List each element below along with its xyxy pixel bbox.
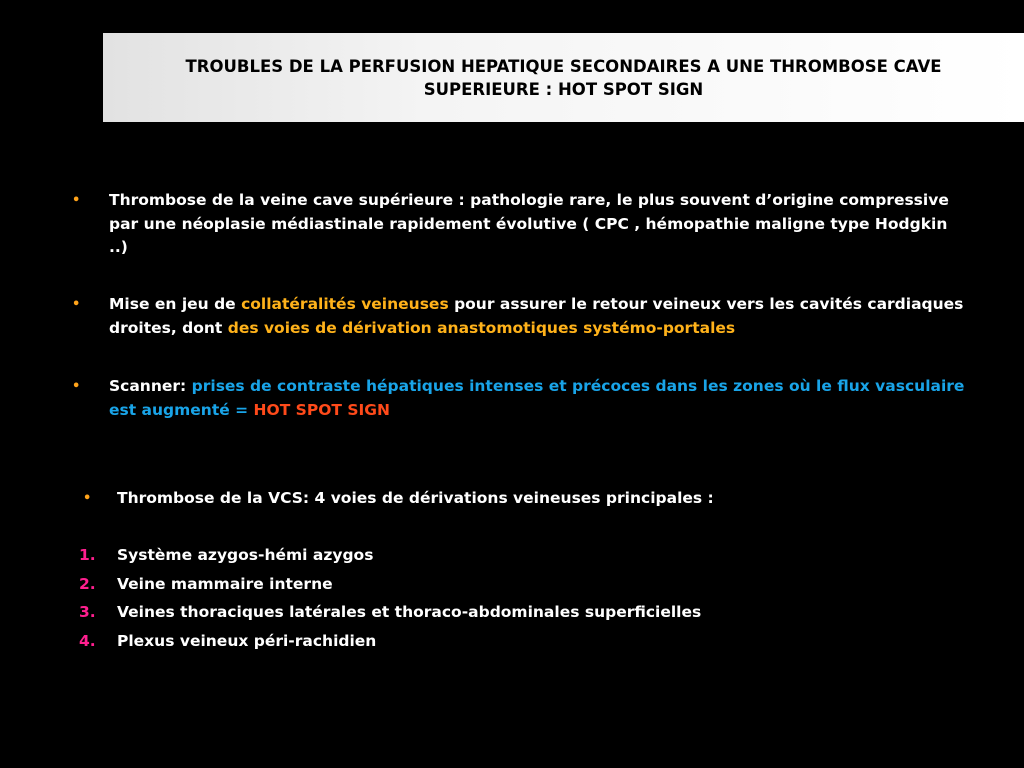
- bullet-dot-icon: •: [83, 491, 92, 506]
- list-number: 3.: [79, 603, 96, 621]
- bullet-text: pour assurer le retour veineux vers les cavités cardiaques droites, dont: [109, 295, 964, 337]
- highlight-hot-spot-sign: HOT SPOT SIGN: [253, 400, 390, 419]
- slide-title-banner: [103, 33, 1024, 122]
- bullet-dot-icon: •: [72, 193, 81, 208]
- bullet-text: Scanner:: [109, 377, 192, 395]
- bullet-text: Thrombose de la veine cave supérieure : pathologie rare, le plus souvent d’origine compressive par une néoplasie médiastinale rapidement évolutive ( CPC , hémopathie maligne type Hodgkin ..): [109, 191, 949, 256]
- bullet-item: [72, 189, 969, 260]
- list-item-label: Système azygos-hémi azygos: [117, 546, 374, 564]
- slide-title: TROUBLES DE LA PERFUSION HEPATIQUE SECONDAIRES A UNE THROMBOSE CAVE SUPERIEURE : HOT SPOT SIGN: [185, 56, 942, 99]
- highlight-voies-derivation: des voies de dérivation anastomotiques systémo-portales: [227, 318, 736, 337]
- list-item: [79, 544, 374, 567]
- list-number: 2.: [79, 575, 96, 593]
- vcs-heading-text: Thrombose de la VCS: 4 voies de dérivations veineuses principales :: [117, 489, 714, 507]
- bullet-dot-icon: •: [72, 379, 81, 394]
- list-item: [79, 573, 333, 596]
- list-item-label: Veines thoraciques latérales et thoraco-abdominales superficielles: [117, 603, 702, 621]
- list-number: 1.: [79, 546, 96, 564]
- bullet-item: [72, 375, 969, 422]
- vcs-section-heading: [83, 487, 714, 510]
- list-item-label: Veine mammaire interne: [117, 575, 333, 593]
- highlight-scanner-finding: prises de contraste hépatiques intenses et précoces dans les zones où le flux vasculaire est augmenté =: [109, 377, 965, 419]
- list-item-label: Plexus veineux péri-rachidien: [117, 632, 377, 650]
- list-number: 4.: [79, 632, 96, 650]
- bullet-text: Mise en jeu de: [109, 295, 242, 313]
- list-item: [79, 601, 702, 624]
- bullet-item: [72, 293, 969, 340]
- highlight-collateralites: collatéralités veineuses: [241, 295, 449, 313]
- bullet-dot-icon: •: [72, 297, 81, 312]
- list-item: [79, 630, 377, 653]
